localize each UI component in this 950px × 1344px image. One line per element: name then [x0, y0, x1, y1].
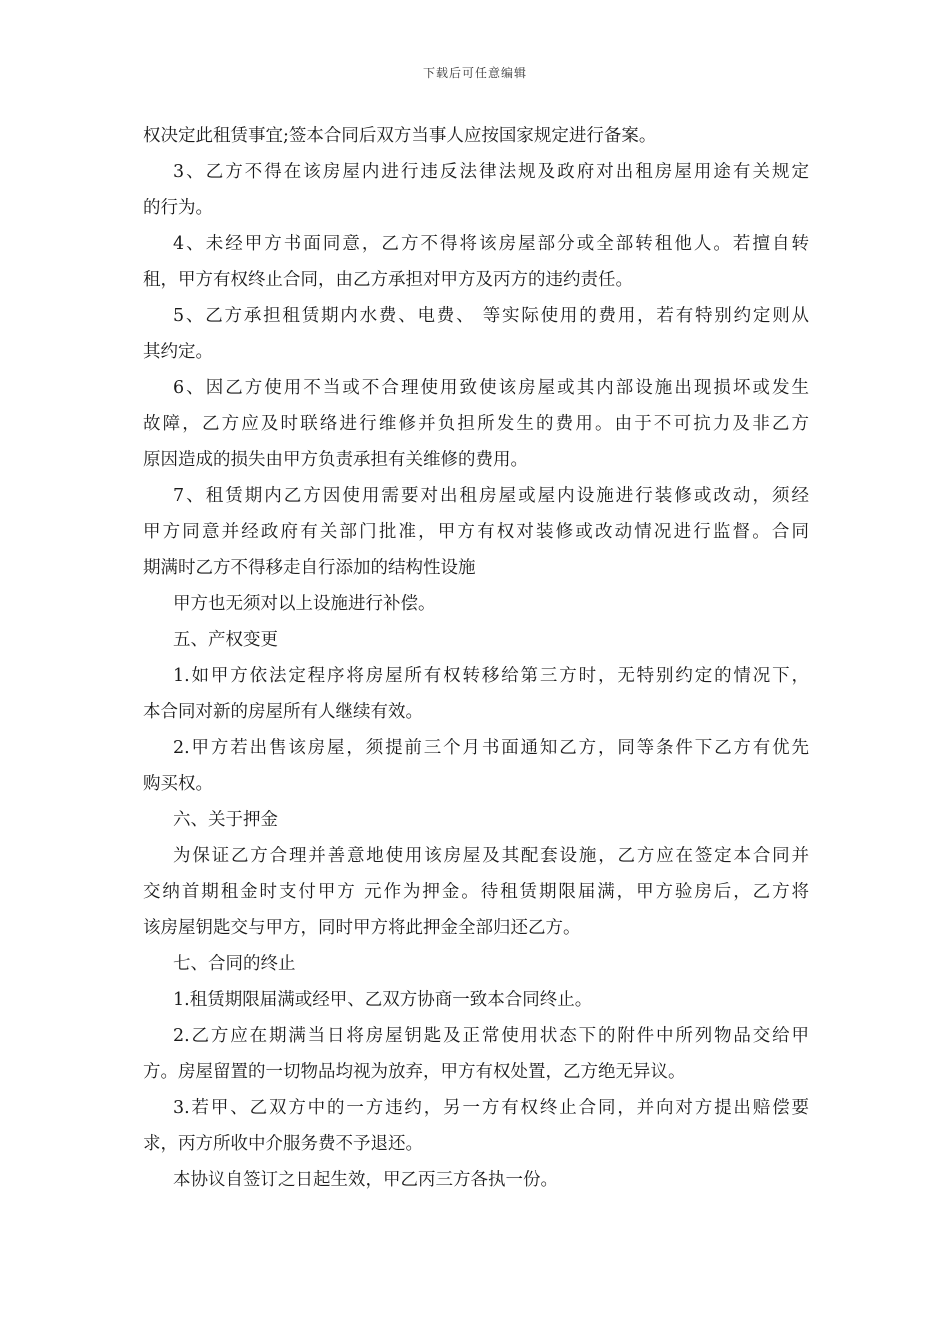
text-line: 期满时乙方不得移走自行添加的结构性设施	[143, 558, 476, 578]
text-line: 五、产权变更	[173, 630, 278, 650]
text-line: 交纳首期租金时支付甲方 元作为押金。待租赁期限届满，甲方验房后，乙方将	[143, 882, 809, 902]
text-line: 故障，乙方应及时联络进行维修并负担所发生的费用。由于不可抗力及非乙方	[143, 414, 809, 434]
text-line: 本合同对新的房屋所有人继续有效。	[143, 702, 423, 722]
text-line: 甲方也无须对以上设施进行补偿。	[173, 594, 436, 614]
page-header: 下载后可任意编辑	[422, 66, 527, 80]
text-line: 权决定此租赁事宜;签本合同后双方当事人应按国家规定进行备案。	[143, 126, 657, 146]
document-body	[143, 118, 809, 1198]
text-line: 该房屋钥匙交与甲方，同时甲方将此押金全部归还乙方。	[143, 918, 581, 938]
text-line: 5、乙方承担租赁期内水费、电费、 等实际使用的费用，若有特别约定则从	[173, 306, 809, 326]
text-line: 七、合同的终止	[173, 954, 296, 974]
text-line: 为保证乙方合理并善意地使用该房屋及其配套设施，乙方应在签定本合同并	[173, 846, 809, 866]
text-line: 租，甲方有权终止合同，由乙方承担对甲方及丙方的违约责任。	[143, 270, 633, 290]
text-line: 2.乙方应在期满当日将房屋钥匙及正常使用状态下的附件中所列物品交给甲	[173, 1026, 809, 1046]
text-line: 3、乙方不得在该房屋内进行违反法律法规及政府对出租房屋用途有关规定	[173, 162, 809, 182]
text-line: 求，丙方所收中介服务费不予退还。	[143, 1134, 423, 1154]
text-line: 原因造成的损失由甲方负责承担有关维修的费用。	[143, 450, 528, 470]
text-line: 其约定。	[143, 342, 213, 362]
text-line: 1.租赁期限届满或经甲、乙双方协商一致本合同终止。	[173, 990, 593, 1010]
text-line: 4、未经甲方书面同意，乙方不得将该房屋部分或全部转租他人。若擅自转	[173, 234, 809, 254]
text-line: 方。房屋留置的一切物品均视为放弃，甲方有权处置，乙方绝无异议。	[143, 1062, 686, 1082]
text-line: 7、租赁期内乙方因使用需要对出租房屋或屋内设施进行装修或改动，须经	[173, 486, 809, 506]
text-line: 6、因乙方使用不当或不合理使用致使该房屋或其内部设施出现损坏或发生	[173, 378, 809, 398]
text-line: 的行为。	[143, 198, 213, 218]
text-line: 六、关于押金	[173, 810, 278, 830]
text-line: 购买权。	[143, 774, 213, 794]
text-line: 2.甲方若出售该房屋，须提前三个月书面通知乙方，同等条件下乙方有优先	[173, 738, 809, 758]
text-line: 3.若甲、乙双方中的一方违约，另一方有权终止合同，并向对方提出赔偿要	[173, 1098, 809, 1118]
text-line: 甲方同意并经政府有关部门批准，甲方有权对装修或改动情况进行监督。合同	[143, 522, 809, 542]
text-line: 本协议自签订之日起生效，甲乙丙三方各执一份。	[173, 1170, 558, 1190]
text-line: 1.如甲方依法定程序将房屋所有权转移给第三方时，无特别约定的情况下，	[173, 666, 809, 686]
